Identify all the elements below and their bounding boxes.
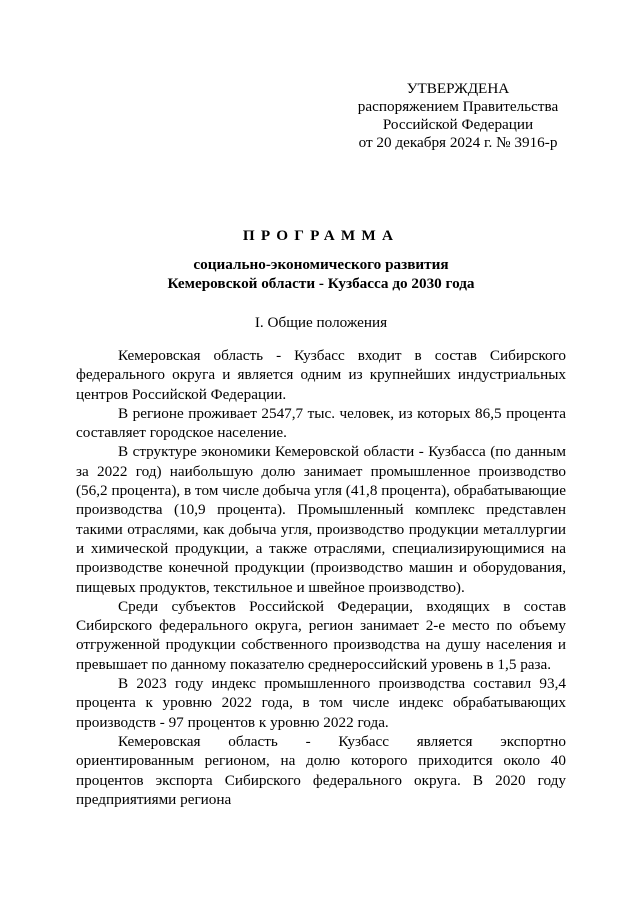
paragraph: В регионе проживает 2547,7 тыс. человек, из которых 86,5 процента составляет городское население.: [76, 404, 566, 442]
program-title-block: [76, 225, 566, 293]
paragraph: Кемеровская область - Кузбасс входит в состав Сибирского федерального округа и является одним из крупнейших индустриальных центров Российской Федерации.: [76, 347, 566, 403]
paragraph: В 2023 году индекс промышленного производства составил 93,4 процента к уровню 2022 года, в том числе индекс обрабатывающих производств - 97 процентов к уровню 2022 года.: [76, 675, 566, 731]
approval-line-2: Российской Федерации: [382, 116, 534, 133]
approval-line-3: от 20 декабря 2024 г. № 3916-р: [358, 134, 558, 151]
paragraph: Среди субъектов Российской Федерации, входящих в состав Сибирского федерального округа, регион занимает 2-е место по объему отгруженной продукции собственного производства на душу населения и превышает по данному показателю среднероссийский уровень в 1,5 раза.: [76, 597, 566, 673]
approval-line-1: распоряжением Правительства: [357, 98, 559, 115]
section-heading: I. Общие положения: [254, 314, 388, 331]
program-subtitle-line-1: социально-экономического развития: [193, 256, 449, 273]
program-title: ПРОГРАММА: [242, 227, 400, 244]
program-subtitle-line-2: Кемеровской области - Кузбасса до 2030 года: [167, 275, 475, 292]
paragraph: В структуре экономики Кемеровской области - Кузбасса (по данным за 2022 год) наибольшую долю занимает промышленное производство (56,2 процента), в том числе добыча угля (41,8 процента), обрабатывающие производства (10,9 процента). Промышленный комплекс представлен такими отраслями, как добыча угля, производство продукции металлургии и химической продукции, а также отраслями, специализирующимися на производстве конечной продукции (производство машин и оборудования, пищевых продуктов, текстильное и швейное производство).: [76, 443, 566, 596]
approval-block: [340, 80, 576, 152]
approval-heading: УТВЕРЖДЕНА: [406, 80, 510, 97]
document-body: [76, 346, 566, 809]
paragraph: Кемеровская область - Кузбасс является экспортно ориентированным регионом, на долю которого приходится около 40 процентов экспорта Сибирского федерального округа. В 2020 году предприятиями региона: [76, 732, 566, 808]
